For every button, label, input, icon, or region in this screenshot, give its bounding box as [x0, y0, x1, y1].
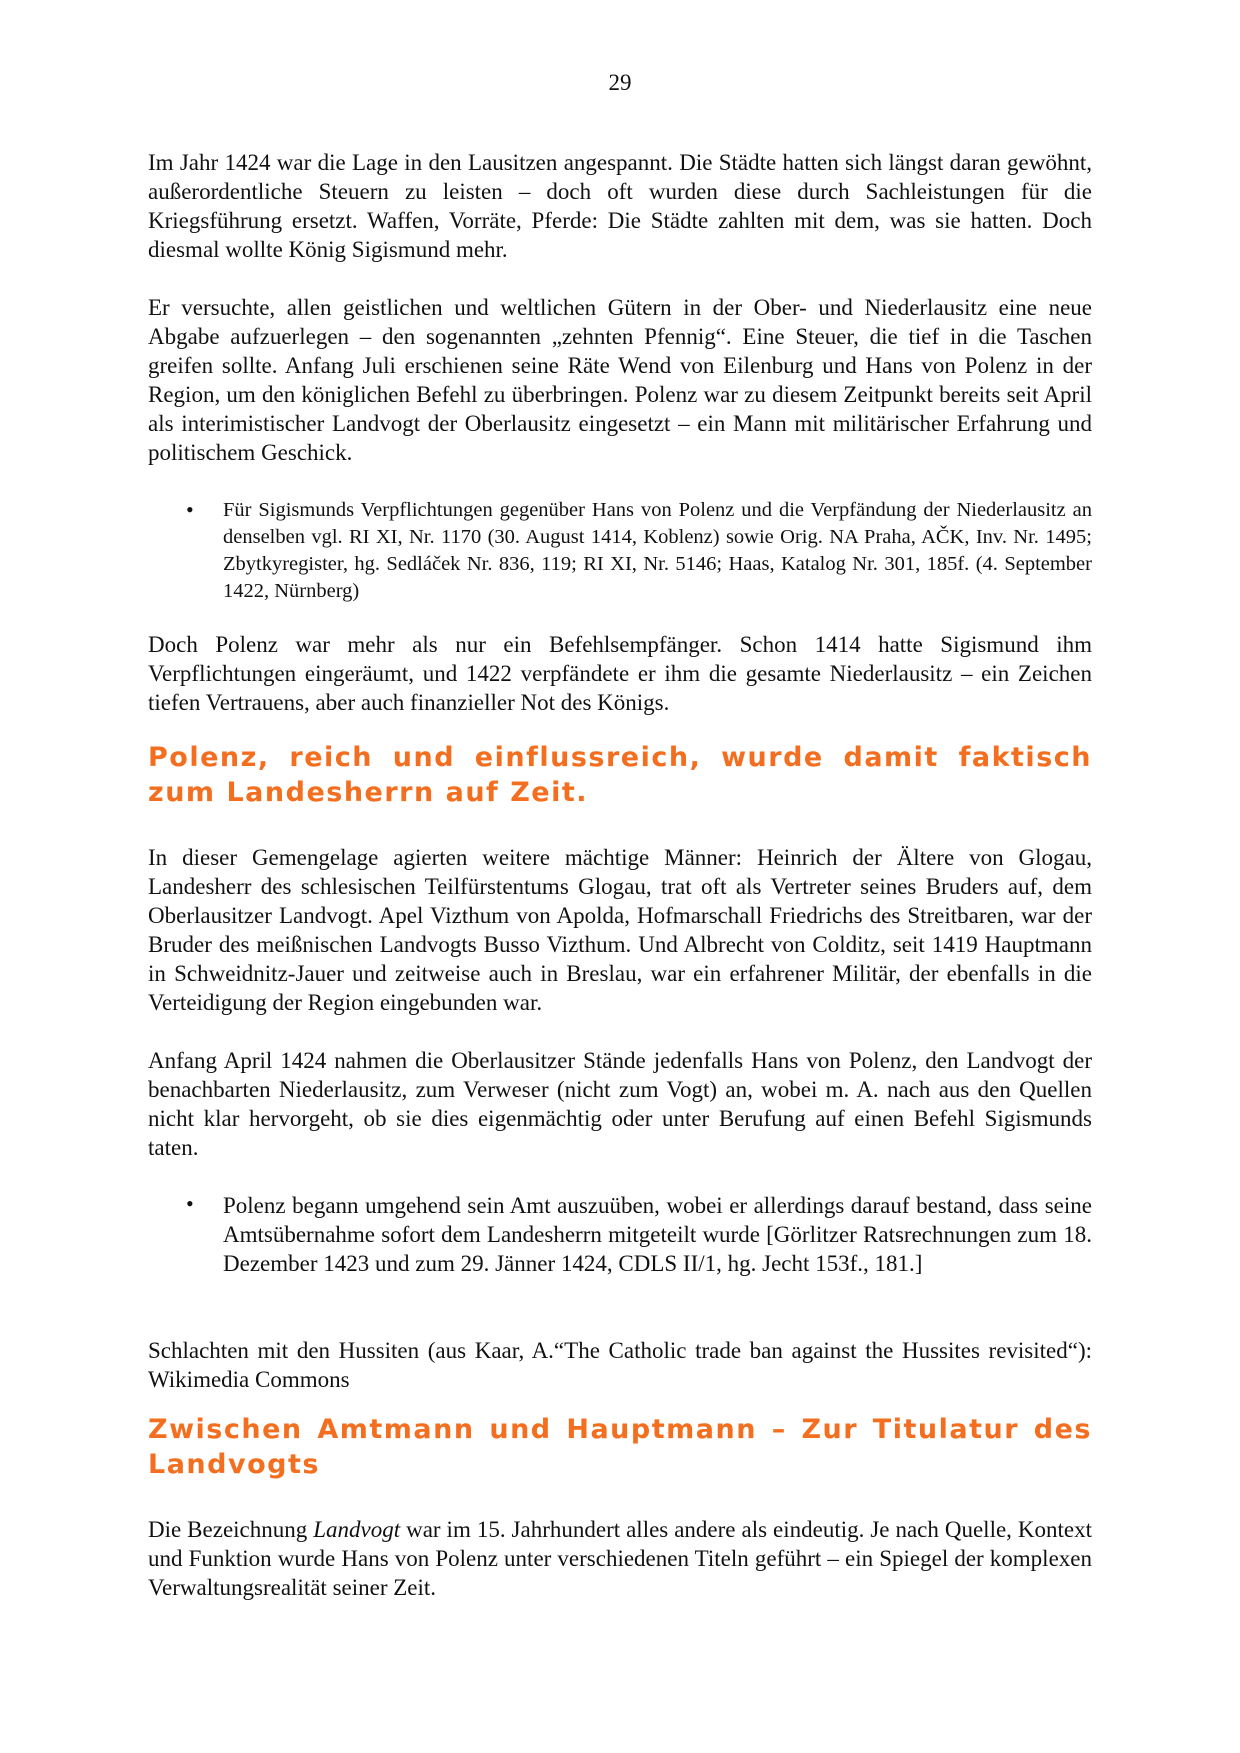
footnote-bullet-1 — [148, 497, 1092, 605]
paragraph-text: Im Jahr 1424 war die Lage in den Lausitzen angespannt. Die Städte hatten sich längst daran gewöhnt, außerordentliche Steuern zu leisten – doch oft wurden diese durch Sachleistungen für die Kriegsführung ersetzt. Waffen, Vorräte, Pferde: Die Städte zahlten mit dem, was sie hatten. Doch diesmal wollte König Sigismund mehr. — [148, 150, 1092, 262]
bullet-text: Für Sigismunds Verpflichtungen gegenüber Hans von Polenz und die Verpfändung der Niederlausitz an denselben vgl. RI XI, Nr. 1170 (30. August 1414, Koblenz) sowie Orig. NA Praha, AČK, Inv. Nr. 1495; Zbytkyregister, hg. Sedláček Nr. 836, 119; RI XI, Nr. 5146; Haas, Katalog Nr. 301, 185f. (4. September 1422, Nürnberg) — [223, 499, 1092, 602]
paragraph-polenz — [148, 630, 1092, 717]
paragraph-text — [148, 1515, 1092, 1602]
paragraph-text: Er versuchte, allen geistlichen und weltlichen Gütern in der Ober- und Niederlausitz eine neue Abgabe aufzuerlegen – den sogenannten „zehnten Pfennig“. Eine Steuer, die tief in die Taschen greifen sollte. Anfang Juli erschienen seine Räte Wend von Eilenburg und Hans von Polenz in der Region, um den königlichen Befehl zu überbringen. Polenz war zu diesem Zeitpunkt bereits seit April als interimistischer Landvogt der Oberlausitz eingesetzt – ein Mann mit militärischer Erfahrung und politischem Geschick. — [148, 295, 1092, 465]
text-span: Die Bezeichnung — [148, 1517, 314, 1542]
section-heading-polenz: Polenz, reich und einflussreich, wurde damit faktisch zum Landesherrn auf Zeit. — [148, 742, 1092, 808]
bullet-icon: • — [186, 1191, 194, 1216]
paragraph-april — [148, 1046, 1092, 1162]
image-caption — [148, 1336, 1092, 1394]
paragraph-text: Doch Polenz war mehr als nur ein Befehlsempfänger. Schon 1414 hatte Sigismund ihm Verpflichtungen eingeräumt, und 1422 verpfändete er ihm die gesamte Niederlausitz – ein Zeichen tiefen Vertrauens, aber auch finanzieller Not des Königs. — [148, 632, 1092, 715]
page-number: 29 — [608, 70, 632, 95]
paragraph-text: In dieser Gemengelage agierten weitere mächtige Männer: Heinrich der Ältere von Glogau, Landesherr des schlesischen Teilfürstentums Glogau, trat oft als Vertreter seines Bruders auf, dem Oberlausitzer Landvogt. Apel Vizthum von Apolda, Hofmarschall Friedrichs des Streitbaren, war der Bruder des meißnischen Landvogts Busso Vizthum. Und Albrecht von Colditz, seit 1419 Hauptmann in Schweidnitz-Jauer und zeitweise auch in Breslau, war ein erfahrener Militär, der ebenfalls in die Verteidigung der Region eingebunden war. — [148, 845, 1092, 1015]
bullet-icon: • — [186, 497, 194, 522]
paragraph-men — [148, 843, 1092, 1017]
paragraph-titulatur — [148, 1515, 1092, 1602]
bullet-text: Polenz begann umgehend sein Amt auszuüben, wobei er allerdings darauf bestand, dass seine Amtsübernahme sofort dem Landesherrn mitgeteilt wurde [Görlitzer Ratsrechnungen zum 18. Dezember 1423 und zum 29. Jänner 1424, CDLS II/1, hg. Jecht 153f., 181.] — [223, 1193, 1092, 1276]
text-span: war im 15. Jahrhundert alles andere als eindeutig. Je nach Quelle, Kontext und Funktion wurde Hans von Polenz unter verschiedenen Titeln geführt – ein Spiegel der komplexen Verwaltungsrealität seiner Zeit. — [148, 1517, 1092, 1600]
italic-term: Landvogt — [313, 1517, 401, 1542]
footnote-bullet-2 — [148, 1191, 1092, 1278]
section-heading-titulatur: Zwischen Amtmann und Hauptmann – Zur Titulatur des Landvogts — [148, 1414, 1092, 1480]
paragraph-text: Schlachten mit den Hussiten (aus Kaar, A.“The Catholic trade ban against the Hussites revisited“): Wikimedia Commons — [148, 1338, 1092, 1392]
paragraph-text: Anfang April 1424 nahmen die Oberlausitzer Stände jedenfalls Hans von Polenz, den Landvogt der benachbarten Niederlausitz, zum Verweser (nicht zum Vogt) an, wobei m. A. nach aus den Quellen nicht klar hervorgeht, ob sie dies eigenmächtig oder unter Berufung auf einen Befehl Sigismunds taten. — [148, 1048, 1092, 1160]
paragraph-intro — [148, 148, 1092, 264]
paragraph-tax — [148, 293, 1092, 467]
